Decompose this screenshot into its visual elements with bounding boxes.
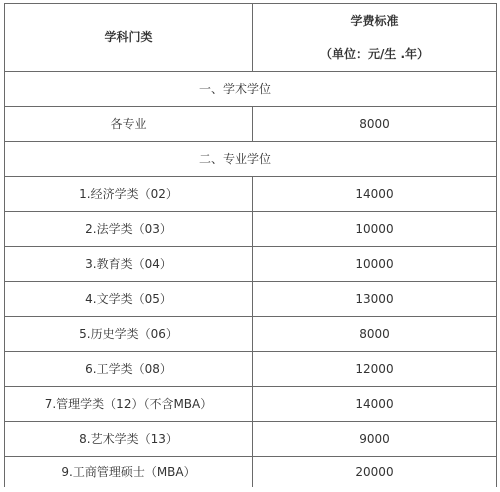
row-fee: 10000 [253, 247, 497, 282]
header-fee-unit: （单位：元/生 .年） [319, 46, 430, 61]
table-row [5, 387, 497, 422]
row-fee: 13000 [253, 282, 497, 317]
section-title: 一、学术学位 [5, 72, 497, 107]
row-name: 1.经济学类（02） [5, 177, 253, 212]
section-row-professional [5, 142, 497, 177]
row-fee: 10000 [253, 212, 497, 247]
table-row [5, 317, 497, 352]
table-row [5, 247, 497, 282]
row-fee: 8000 [253, 317, 497, 352]
row-fee: 20000 [253, 457, 497, 488]
row-name: 4.文学类（05） [5, 282, 253, 317]
row-name: 8.艺术学类（13） [5, 422, 253, 457]
table-row [5, 177, 497, 212]
row-fee: 8000 [253, 107, 497, 142]
table-row [5, 282, 497, 317]
row-name: 3.教育类（04） [5, 247, 253, 282]
row-name: 各专业 [5, 107, 253, 142]
row-fee: 14000 [253, 177, 497, 212]
table-header-row [5, 4, 497, 72]
row-name: 6.工学类（08） [5, 352, 253, 387]
header-fee-title: 学费标准 [350, 13, 399, 28]
section-row-academic [5, 72, 497, 107]
row-name: 7.管理学类（12）（不含MBA） [5, 387, 253, 422]
tuition-fee-table [4, 3, 497, 487]
table-row [5, 422, 497, 457]
row-fee: 14000 [253, 387, 497, 422]
row-fee: 9000 [253, 422, 497, 457]
row-name: 5.历史学类（06） [5, 317, 253, 352]
header-fee [253, 4, 497, 72]
section-title: 二、专业学位 [5, 142, 497, 177]
table-row [5, 457, 497, 488]
header-category: 学科门类 [5, 4, 253, 72]
row-fee: 12000 [253, 352, 497, 387]
row-name: 2.法学类（03） [5, 212, 253, 247]
table-row [5, 212, 497, 247]
table-row [5, 107, 497, 142]
table-row [5, 352, 497, 387]
row-name: 9.工商管理硕士（MBA） [5, 457, 253, 488]
